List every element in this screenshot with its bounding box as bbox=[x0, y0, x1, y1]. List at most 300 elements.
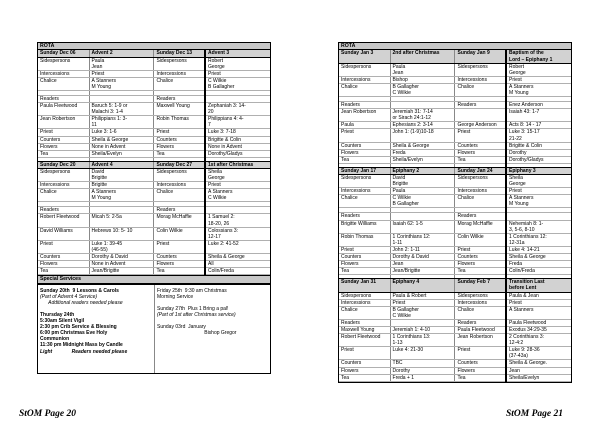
table-row bbox=[38, 70, 270, 77]
duty-label: Colin Wilkie bbox=[154, 227, 205, 240]
table-row bbox=[38, 143, 270, 150]
duty-label: Readers bbox=[455, 213, 506, 220]
duty-label: Sidespersons bbox=[38, 57, 89, 70]
duty-label: Paula Fleetwood bbox=[38, 103, 89, 116]
duty-label: Priest bbox=[455, 347, 506, 360]
service-line: 5:30am Silent Vigil bbox=[40, 318, 85, 325]
duty-assignee: Hebrews 10: 5- 10 bbox=[89, 227, 154, 240]
duty-label: Flowers bbox=[455, 261, 506, 268]
duty-label: Chalice bbox=[339, 195, 390, 208]
duty-assignee bbox=[205, 207, 270, 214]
duty-assignee: Acts 8: 14 - 17 bbox=[506, 122, 571, 129]
date-header-row bbox=[38, 50, 270, 57]
duty-label: Flowers bbox=[455, 367, 506, 374]
duty-assignee: Zephaniah 3: 14- 20 bbox=[205, 103, 270, 116]
table-row bbox=[38, 182, 270, 189]
duty-label: Tea bbox=[154, 268, 205, 275]
duty-assignee: John 1: (1-9)10-18 bbox=[390, 129, 455, 142]
service-entry bbox=[40, 288, 152, 306]
table-row bbox=[339, 122, 571, 129]
table-row bbox=[339, 347, 571, 360]
duty-assignee: A Stanners M Young bbox=[506, 83, 571, 96]
special-services-left-column bbox=[38, 285, 154, 373]
table-row bbox=[339, 142, 571, 149]
page-number: StOM Page 20 bbox=[19, 409, 76, 419]
divider-cell bbox=[455, 275, 506, 279]
duty-assignee: Jean/Brigitte bbox=[390, 268, 455, 275]
duty-label: Tea bbox=[455, 156, 506, 163]
sunday-date: Sunday Jan 9 bbox=[455, 50, 506, 63]
table-row bbox=[339, 374, 571, 381]
duty-assignee: Paula bbox=[390, 188, 455, 195]
service-line: Sunday 03rd January bbox=[157, 324, 206, 331]
duty-label: Counters bbox=[339, 142, 390, 149]
duty-assignee: Luke 4: 14-21 bbox=[506, 246, 571, 253]
duty-label: Sidespersons bbox=[455, 175, 506, 188]
table-row bbox=[38, 150, 270, 157]
duty-label: Intercessions bbox=[339, 188, 390, 195]
duty-assignee: Priest bbox=[205, 70, 270, 77]
duty-assignee: Luke 3: 1-6 bbox=[89, 129, 154, 136]
duty-assignee: Robert George bbox=[506, 63, 571, 76]
service-line: Friday 25th 9:30 am Christmas bbox=[157, 287, 227, 294]
table-row bbox=[38, 207, 270, 214]
duty-assignee: Sheila George bbox=[205, 168, 270, 181]
duty-assignee: David Brigitte bbox=[89, 168, 154, 181]
table-row bbox=[339, 175, 571, 188]
page-number: StOM Page 21 bbox=[506, 409, 563, 419]
duty-label: Robert Fleetwood bbox=[339, 334, 390, 347]
liturgical-occasion: Epiphany 2 bbox=[390, 168, 455, 175]
duty-label: Jean Robertson bbox=[455, 334, 506, 347]
duty-label: Counters bbox=[38, 136, 89, 143]
duty-assignee: 1 Corinthians 12: 1-11 bbox=[390, 233, 455, 246]
liturgical-occasion: Advent 4 bbox=[89, 162, 154, 169]
duty-assignee: Luke 4: 21-30 bbox=[390, 347, 455, 360]
date-header-row bbox=[339, 50, 571, 63]
duty-label: Chalice bbox=[455, 83, 506, 96]
duty-label: Maxwell Young bbox=[339, 326, 390, 333]
duty-assignee: Philippians 4: 4- 7 bbox=[205, 116, 270, 129]
duty-label: Flowers bbox=[154, 143, 205, 150]
duty-assignee: Paula Jean bbox=[89, 57, 154, 70]
service-line: Sunday 20th 9 Lessons & Carols bbox=[40, 287, 119, 294]
duty-label: Paula Fleetwood bbox=[455, 326, 506, 333]
duty-label: Counters bbox=[38, 254, 89, 261]
duty-label: Counters bbox=[339, 254, 390, 261]
table-row bbox=[38, 129, 270, 136]
duty-assignee: None in Advent bbox=[89, 143, 154, 150]
duty-label: Flowers bbox=[38, 143, 89, 150]
table-row bbox=[339, 213, 571, 220]
duty-label: Sidespersons bbox=[154, 168, 205, 181]
duty-label: Chalice bbox=[455, 195, 506, 208]
divider-cell bbox=[390, 163, 455, 167]
duty-assignee: 1 Corinthians 13: 1-13 bbox=[390, 334, 455, 347]
duty-label: Intercessions bbox=[455, 76, 506, 83]
duty-label: Readers bbox=[154, 95, 205, 102]
duty-label: Intercessions bbox=[154, 182, 205, 189]
rota-block bbox=[339, 279, 571, 381]
duty-assignee: Jean/Brigitte bbox=[89, 268, 154, 275]
duty-assignee: A Stanners M Young bbox=[89, 189, 154, 202]
duty-label: Tea bbox=[455, 374, 506, 381]
duty-assignee: Luke 3: 15-17 21-22 bbox=[506, 129, 571, 142]
duty-assignee: Paula & Jean bbox=[506, 292, 571, 299]
duty-label: Tea bbox=[339, 268, 390, 275]
sunday-date: Sunday Jan 24 bbox=[455, 168, 506, 175]
table-row bbox=[339, 334, 571, 347]
table-row bbox=[339, 129, 571, 142]
duty-assignee bbox=[390, 102, 455, 109]
duty-label: Sidespersons bbox=[339, 292, 390, 299]
duty-assignee: Jean bbox=[506, 367, 571, 374]
duty-assignee: Priest bbox=[390, 299, 455, 306]
table-row bbox=[38, 136, 270, 143]
duty-label: Paula bbox=[339, 122, 390, 129]
table-row bbox=[339, 195, 571, 208]
duty-label: Maxwell Young bbox=[154, 103, 205, 116]
duty-assignee: Freda + 1 bbox=[390, 374, 455, 381]
duty-label: Readers bbox=[339, 213, 390, 220]
table-row bbox=[339, 109, 571, 122]
duty-assignee: Sheila/Evelyn bbox=[390, 156, 455, 163]
duty-assignee: Priest bbox=[506, 299, 571, 306]
duty-label: Flowers bbox=[339, 367, 390, 374]
duty-assignee: A Stanners bbox=[506, 306, 571, 319]
duty-assignee: 2 Corinthians 3: 12-4:2 bbox=[506, 334, 571, 347]
sunday-date: Sunday Dec 27 bbox=[154, 162, 205, 169]
duty-assignee: Baruch 5: 1-9 or Malachi 3: 1-4 bbox=[89, 103, 154, 116]
liturgical-occasion: Advent 3 bbox=[205, 50, 270, 57]
duty-assignee: Freda bbox=[390, 149, 455, 156]
table-row bbox=[38, 57, 270, 70]
duty-assignee: Paula & Robert bbox=[390, 292, 455, 299]
duty-assignee: Luke 1: 39-45 (46-55) bbox=[89, 240, 154, 253]
sunday-date: Sunday Dec 20 bbox=[38, 162, 89, 169]
divider-cell bbox=[38, 157, 89, 161]
date-header-row bbox=[339, 168, 571, 175]
duty-label: Chalice bbox=[339, 83, 390, 96]
duty-assignee: Brigitte & Colin bbox=[506, 142, 571, 149]
duty-assignee: 1 Corinthians 12: 12-31a bbox=[506, 233, 571, 246]
duty-assignee: Jean bbox=[390, 261, 455, 268]
table-row bbox=[38, 168, 270, 181]
duty-label: Priest bbox=[455, 129, 506, 142]
duty-assignee: Micah 5: 2-5a bbox=[89, 214, 154, 227]
duty-label: Priest bbox=[339, 246, 390, 253]
table-row bbox=[339, 102, 571, 109]
special-services-heading: Special Services bbox=[38, 275, 270, 283]
duty-assignee: Luke 2: 41-52 bbox=[205, 240, 270, 253]
rota-heading: ROTA bbox=[38, 43, 270, 50]
duty-assignee: Dorothy bbox=[390, 367, 455, 374]
duty-assignee: Sheila & George bbox=[390, 142, 455, 149]
duty-assignee: Dorothy & David bbox=[390, 254, 455, 261]
table-row bbox=[339, 83, 571, 96]
table-row bbox=[339, 220, 571, 233]
duty-label: Readers bbox=[455, 102, 506, 109]
service-line: (Part of 1st after Christmas service) bbox=[157, 312, 236, 318]
divider-cell bbox=[205, 157, 270, 161]
rota-block bbox=[38, 50, 270, 161]
block-divider bbox=[38, 157, 270, 161]
duty-label: Counters bbox=[154, 136, 205, 143]
duty-label: Sidespersons bbox=[339, 175, 390, 188]
duty-label: Chalice bbox=[455, 306, 506, 319]
duty-assignee: Bishop bbox=[390, 76, 455, 83]
table-row bbox=[339, 292, 571, 299]
table-row bbox=[38, 189, 270, 202]
duty-label: Intercessions bbox=[38, 182, 89, 189]
duty-label: Tea bbox=[38, 268, 89, 275]
table-row bbox=[38, 268, 270, 275]
duty-label: Counters bbox=[154, 254, 205, 261]
duty-label: Counters bbox=[455, 142, 506, 149]
table-row bbox=[38, 77, 270, 90]
duty-label: Readers bbox=[339, 102, 390, 109]
table-row bbox=[339, 268, 571, 275]
duty-label: Tea bbox=[339, 156, 390, 163]
duty-label: Morag McHaffie bbox=[154, 214, 205, 227]
duty-assignee: Robert George bbox=[205, 57, 270, 70]
duty-assignee: None in Advent bbox=[89, 261, 154, 268]
duty-assignee: A Stanners C Wilkie bbox=[205, 189, 270, 202]
duty-label: Priest bbox=[455, 246, 506, 253]
duty-label: Robin Thomas bbox=[154, 116, 205, 129]
liturgical-occasion: Baptism of the Lord – Epiphany 1 bbox=[506, 50, 571, 63]
duty-label: Colin Wilkie bbox=[455, 233, 506, 246]
duty-label: Intercessions bbox=[455, 299, 506, 306]
duty-label: Jean Robertson bbox=[38, 116, 89, 129]
duty-label: Flowers bbox=[339, 149, 390, 156]
service-line: (Part of Advent 4 Service) bbox=[40, 293, 98, 300]
duty-assignee: B Gallagher C Wilkie bbox=[390, 306, 455, 319]
liturgical-occasion: 2nd after Christmas bbox=[390, 50, 455, 63]
duty-assignee: Priest bbox=[89, 70, 154, 77]
table-row bbox=[38, 116, 270, 129]
duty-label: Priest bbox=[339, 347, 390, 360]
duty-label: Readers bbox=[339, 319, 390, 326]
special-services-right-column bbox=[154, 285, 270, 373]
service-line: Morning Service bbox=[157, 293, 194, 300]
duty-label: David Williams bbox=[38, 227, 89, 240]
table-row bbox=[339, 63, 571, 76]
duty-label: Flowers bbox=[339, 261, 390, 268]
special-services bbox=[38, 284, 270, 373]
duty-label: Flowers bbox=[154, 261, 205, 268]
duty-label: Tea bbox=[455, 268, 506, 275]
table-row bbox=[38, 95, 270, 102]
duty-assignee: Sheila George bbox=[506, 175, 571, 188]
divider-cell bbox=[89, 157, 154, 161]
duty-label: Sidespersons bbox=[455, 63, 506, 76]
duty-assignee: Sheila & George bbox=[205, 254, 270, 261]
rota-table bbox=[37, 42, 271, 374]
rota-table bbox=[338, 42, 572, 383]
duty-assignee: Jeremiah 31: 7-14 or Sirach 24:1-12 bbox=[390, 109, 455, 122]
duty-label: Robert Fleetwood bbox=[38, 214, 89, 227]
block-divider bbox=[339, 163, 571, 167]
duty-assignee: All bbox=[205, 261, 270, 268]
table-row bbox=[38, 240, 270, 253]
duty-assignee: Isaiah 43: 1-7 bbox=[506, 109, 571, 122]
duty-assignee: Enez Anderson bbox=[506, 102, 571, 109]
duty-assignee bbox=[205, 95, 270, 102]
page-20 bbox=[37, 42, 271, 374]
duty-label: Jean Robertson bbox=[339, 109, 390, 122]
duty-label: Intercessions bbox=[339, 76, 390, 83]
service-line: Communion bbox=[40, 336, 70, 343]
duty-label: Chalice bbox=[154, 189, 205, 202]
divider-cell bbox=[154, 157, 205, 161]
divider-cell bbox=[455, 163, 506, 167]
duty-label: Priest bbox=[38, 129, 89, 136]
duty-assignee: A Stanners M Young bbox=[506, 195, 571, 208]
duty-label bbox=[455, 109, 506, 122]
sunday-date: Sunday Dec 06 bbox=[38, 50, 89, 57]
duty-assignee: Paula Jean bbox=[390, 63, 455, 76]
duty-label: Readers bbox=[455, 319, 506, 326]
table-row bbox=[339, 306, 571, 319]
duty-assignee: Priest bbox=[205, 182, 270, 189]
liturgical-occasion: Epiphany 4 bbox=[390, 279, 455, 292]
duty-label: Chalice bbox=[38, 189, 89, 202]
duty-assignee: Nehemiah 8: 1- 3, 5-6, 8-10 bbox=[506, 220, 571, 233]
duty-label: Intercessions bbox=[455, 188, 506, 195]
service-entry bbox=[157, 288, 268, 300]
duty-assignee bbox=[89, 95, 154, 102]
duty-assignee: B Gallagher C Wilkie bbox=[390, 83, 455, 96]
duty-assignee: David Brigitte bbox=[390, 175, 455, 188]
duty-label: Counters bbox=[339, 360, 390, 367]
table-row bbox=[38, 214, 270, 227]
duty-assignee: Dorothy bbox=[506, 149, 571, 156]
duty-assignee bbox=[390, 319, 455, 326]
table-row bbox=[339, 254, 571, 261]
duty-assignee: Brigitte bbox=[89, 182, 154, 189]
table-row bbox=[38, 103, 270, 116]
duty-label: Tea bbox=[154, 150, 205, 157]
table-row bbox=[339, 326, 571, 333]
service-entry bbox=[157, 306, 268, 318]
service-line: Light Readers needed please bbox=[40, 348, 128, 355]
sunday-date: Sunday Feb 7 bbox=[455, 279, 506, 292]
divider-cell bbox=[339, 163, 390, 167]
duty-label: Priest bbox=[154, 240, 205, 253]
table-row bbox=[339, 261, 571, 268]
duty-label: Priest bbox=[339, 129, 390, 142]
duty-assignee: Colin/Freda bbox=[506, 268, 571, 275]
page-21 bbox=[338, 42, 572, 383]
divider-cell bbox=[506, 163, 571, 167]
duty-label: Priest bbox=[154, 129, 205, 136]
duty-label: Priest bbox=[38, 240, 89, 253]
rota-block bbox=[38, 162, 270, 276]
duty-label: Brigitte Williams bbox=[339, 220, 390, 233]
block-divider bbox=[339, 275, 571, 279]
duty-assignee: None in Advent bbox=[205, 143, 270, 150]
duty-label: Readers bbox=[38, 207, 89, 214]
duty-assignee: Priest bbox=[506, 76, 571, 83]
liturgical-occasion: Epiphany 3 bbox=[506, 168, 571, 175]
service-line: Sunday 27th Plus 1 Bring a pal! bbox=[157, 305, 229, 312]
duty-assignee: Sheila/Evelyn bbox=[89, 150, 154, 157]
duty-assignee: C Wilkie B Gallagher bbox=[205, 77, 270, 90]
duty-assignee: Colin/Freda bbox=[205, 268, 270, 275]
duty-assignee: Isaiah 62: 1-5 bbox=[390, 220, 455, 233]
duty-assignee: C Wilkie B Gallagher bbox=[390, 195, 455, 208]
duty-assignee: Colossians 3: 12-17 bbox=[205, 227, 270, 240]
rota-block bbox=[339, 168, 571, 279]
duty-label: Sidespersons bbox=[339, 63, 390, 76]
duty-assignee: Luke 3: 7-18 bbox=[205, 129, 270, 136]
table-row bbox=[38, 261, 270, 268]
duty-label: Morag McHaffie bbox=[455, 220, 506, 233]
duty-label: Sidespersons bbox=[38, 168, 89, 181]
sunday-date: Sunday Dec 13 bbox=[154, 50, 205, 57]
duty-label: Counters bbox=[455, 360, 506, 367]
duty-assignee: Dorothy/Gladys bbox=[506, 156, 571, 163]
table-row bbox=[339, 319, 571, 326]
date-header-row bbox=[339, 279, 571, 292]
duty-assignee: Philippians 1: 3- 11 bbox=[89, 116, 154, 129]
duty-label: Counters bbox=[455, 254, 506, 261]
divider-cell bbox=[506, 275, 571, 279]
table-row bbox=[38, 254, 270, 261]
table-row bbox=[339, 156, 571, 163]
duty-assignee: Luke 9: 28-36 (37-43a) bbox=[506, 347, 571, 360]
duty-assignee bbox=[390, 213, 455, 220]
sunday-date: Sunday Jan 31 bbox=[339, 279, 390, 292]
duty-assignee bbox=[89, 207, 154, 214]
table-row bbox=[339, 367, 571, 374]
duty-assignee: Freda bbox=[506, 261, 571, 268]
duty-label: Sidespersons bbox=[455, 292, 506, 299]
duty-label: Intercessions bbox=[38, 70, 89, 77]
duty-assignee: Priest bbox=[506, 188, 571, 195]
table-row bbox=[339, 246, 571, 253]
duty-label: Sidespersons bbox=[154, 57, 205, 70]
duty-label: Readers bbox=[38, 95, 89, 102]
date-header-row bbox=[38, 162, 270, 169]
liturgical-occasion: Advent 2 bbox=[89, 50, 154, 57]
duty-label: Intercessions bbox=[339, 299, 390, 306]
duty-assignee: Paula Fleetwood bbox=[506, 319, 571, 326]
duty-label: Flowers bbox=[455, 149, 506, 156]
duty-label: Robin Thomas bbox=[339, 233, 390, 246]
duty-label: Intercessions bbox=[154, 70, 205, 77]
duty-label: Chalice bbox=[339, 306, 390, 319]
service-line: 2:30 pm Crib Service & Blessing bbox=[40, 324, 117, 331]
service-line: Bishop Gregor bbox=[157, 330, 237, 337]
duty-label: Tea bbox=[339, 374, 390, 381]
table-row bbox=[38, 227, 270, 240]
divider-cell bbox=[339, 275, 390, 279]
rota-block bbox=[339, 50, 571, 168]
service-line: 11:30 pm Midnight Mass by Candle bbox=[40, 342, 123, 349]
table-row bbox=[339, 299, 571, 306]
table-row bbox=[339, 360, 571, 367]
duty-label: Flowers bbox=[38, 261, 89, 268]
duty-assignee: A Stanners M Young bbox=[89, 77, 154, 90]
duty-assignee: John 2: 1-11 bbox=[390, 246, 455, 253]
duty-label: Chalice bbox=[38, 77, 89, 90]
duty-label: Readers bbox=[154, 207, 205, 214]
table-row bbox=[339, 149, 571, 156]
sunday-date: Sunday Jan 17 bbox=[339, 168, 390, 175]
duty-label: Chalice bbox=[154, 77, 205, 90]
